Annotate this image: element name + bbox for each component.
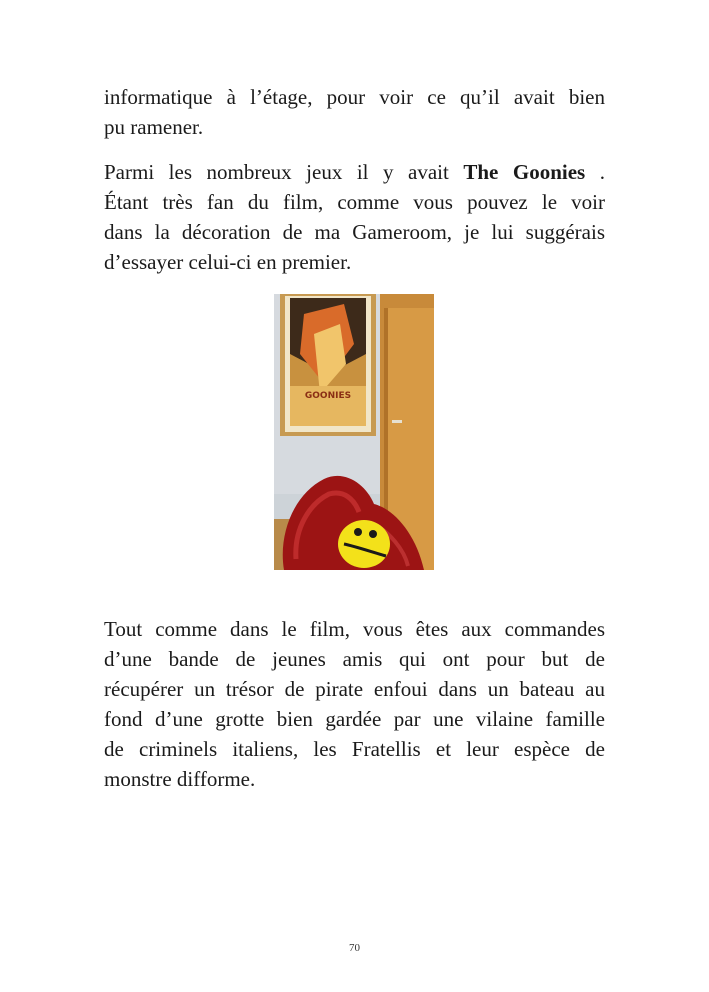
text-fragment: Parmi les nombreux jeux il y avait bbox=[104, 160, 464, 184]
text-line: d’essayer celui-ci en premier. bbox=[104, 250, 352, 274]
paragraph-story bbox=[104, 614, 605, 794]
text-line: Étant très fan du film, comme vous pouvez le voir bbox=[104, 190, 605, 214]
game-title: The Goonies bbox=[463, 160, 586, 184]
paragraph-intro bbox=[104, 82, 605, 142]
text-line: informatique à l’étage, pour voir ce qu’il avait bien bbox=[104, 85, 605, 109]
paragraph-goonies bbox=[104, 157, 605, 277]
text-line: Tout comme dans le film, vous êtes aux commandes bbox=[104, 617, 605, 641]
gameroom-photo bbox=[274, 294, 434, 570]
door-handle bbox=[392, 420, 402, 423]
text-line: pu ramener. bbox=[104, 115, 204, 139]
text-line: fond d’une grotte bien gardée par une vilaine famille bbox=[104, 707, 605, 731]
text-fragment: . bbox=[585, 160, 605, 184]
page-number: 70 bbox=[349, 942, 360, 954]
poster-title: GOONIES bbox=[304, 391, 352, 401]
text-line: d’une bande de jeunes amis qui ont pour but de bbox=[104, 647, 605, 671]
text-line: monstre difforme. bbox=[104, 767, 256, 791]
text-line: récupérer un trésor de pirate enfoui dans un bateau au bbox=[104, 677, 605, 701]
text-line bbox=[104, 157, 605, 187]
text-line: de criminels italiens, les Fratellis et leur espèce de bbox=[104, 737, 605, 761]
text-line: dans la décoration de ma Gameroom, je lui suggérais bbox=[104, 220, 605, 244]
